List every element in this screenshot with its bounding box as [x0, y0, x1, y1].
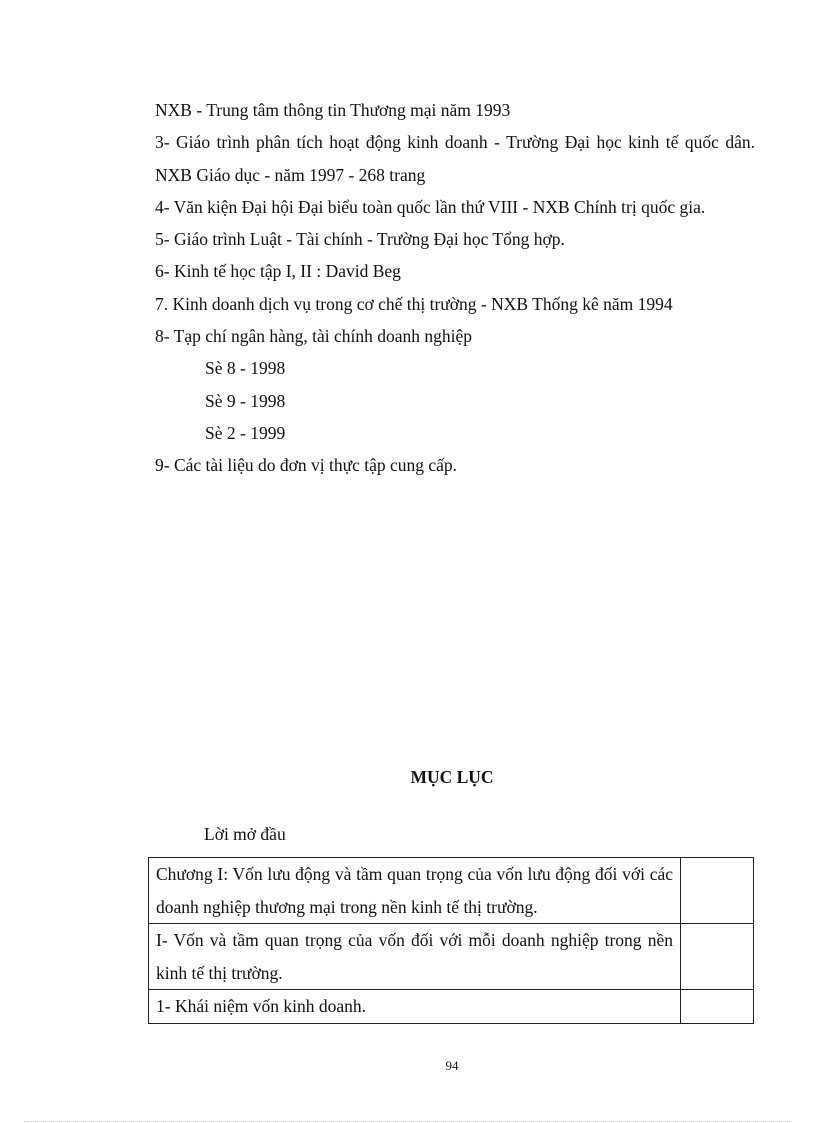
- toc-row: [149, 924, 754, 990]
- toc-page-cell: [681, 990, 754, 1024]
- reference-item-9: 9- Các tài liệu do đơn vị thực tập cung cấp.: [155, 455, 458, 476]
- toc-entry: I- Vốn và tầm quan trọng của vốn đối với mỗi doanh nghiệp trong nền kinh tế thị trường.: [149, 924, 681, 990]
- page-bottom-divider: [24, 1121, 792, 1122]
- toc-page-cell: [681, 924, 754, 990]
- toc-table: [148, 857, 754, 1024]
- journal-issue: Sè 9 - 1998: [205, 390, 286, 411]
- reference-list: [155, 94, 755, 482]
- journal-issue: Sè 2 - 1999: [205, 422, 286, 443]
- toc-title: MỤC LỤC: [410, 767, 494, 787]
- page-number: 94: [445, 1058, 459, 1073]
- toc-row: [149, 990, 754, 1024]
- reference-item-6: 6- Kinh tế học tập I, II : David Beg: [155, 261, 401, 282]
- journal-issue: Sè 8 - 1998: [205, 358, 286, 379]
- toc-row: [149, 858, 754, 924]
- reference-line: NXB - Trung tâm thông tin Thương mại năm 1993: [155, 100, 511, 120]
- reference-item-4: 4- Văn kiện Đại hội Đại biểu toàn quốc lần thứ VIII - NXB Chính trị quốc gia.: [155, 196, 706, 217]
- toc-intro: Lời mở đầu: [204, 824, 286, 844]
- toc-entry: Chương I: Vốn lưu động và tầm quan trọng của vốn lưu động đối với các doanh nghiệp thương mại trong nền kinh tế thị trường.: [149, 858, 681, 924]
- reference-item-5: 5- Giáo trình Luật - Tài chính - Trường Đại học Tổng hợp.: [155, 229, 565, 250]
- reference-item-8: 8- Tạp chí ngân hàng, tài chính doanh nghiệp: [155, 326, 473, 347]
- reference-item-3: 3- Giáo trình phân tích hoạt động kinh doanh - Trường Đại học kinh tế quốc dân. NXB Giáo dục - năm 1997 - 268 trang: [155, 132, 755, 185]
- toc-page-cell: [681, 858, 754, 924]
- toc-entry: 1- Khái niệm vốn kinh doanh.: [149, 990, 681, 1024]
- reference-item-7: 7. Kinh doanh dịch vụ trong cơ chế thị trường - NXB Thống kê năm 1994: [155, 293, 673, 314]
